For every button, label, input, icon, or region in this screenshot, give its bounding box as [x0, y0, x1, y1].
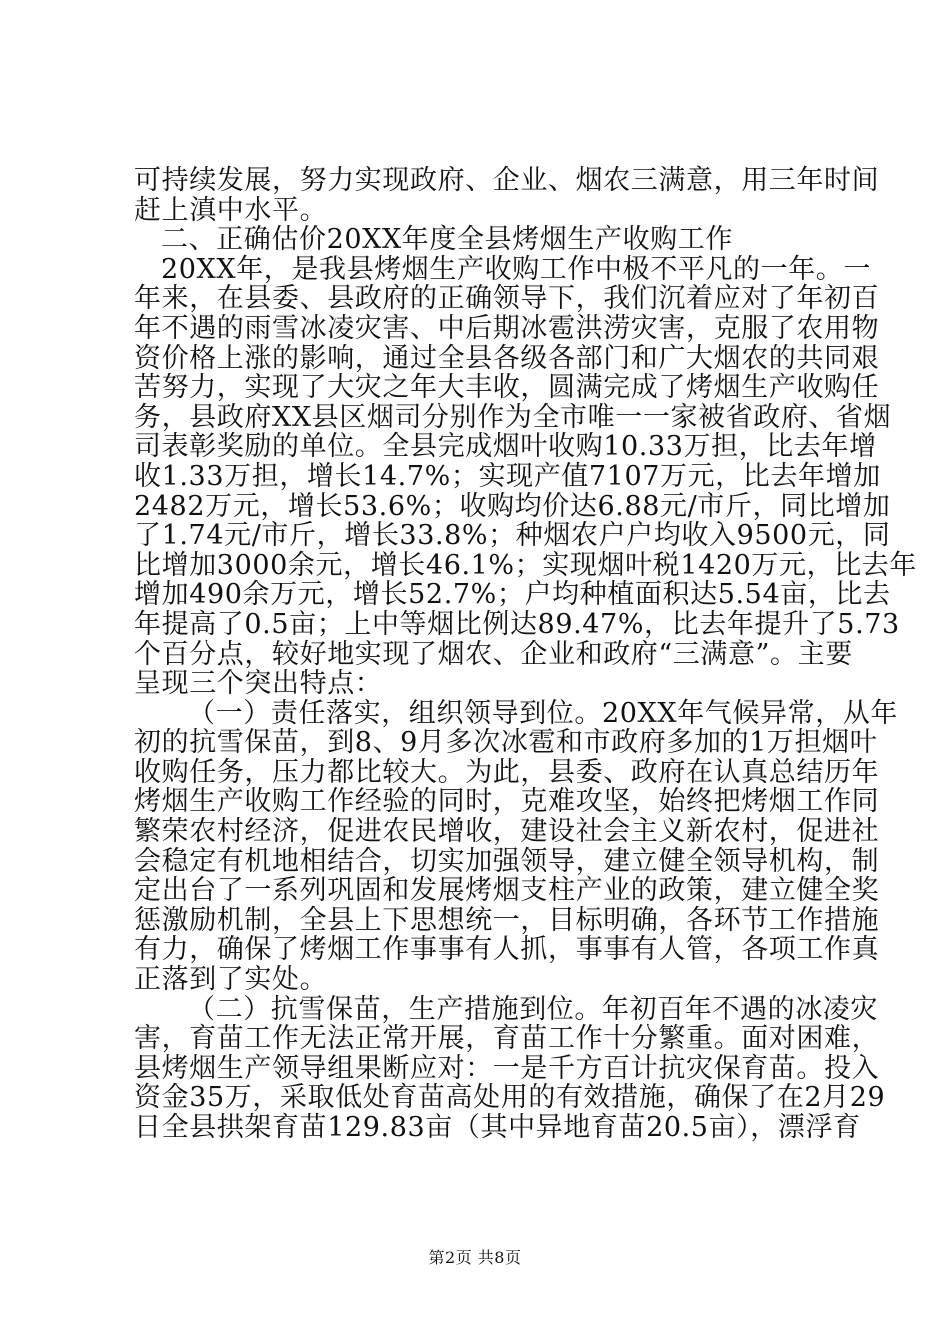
text-line: 害，育苗工作无法正常开展，育苗工作十分繁重。面对困难，: [134, 1023, 880, 1055]
text-line: 会稳定有机地相结合，切实加强领导，建立健全领导机构，制: [134, 845, 880, 877]
text-line: 赶上滇中水平。: [134, 194, 328, 226]
text-line: 20XX年，是我县烤烟生产收购工作中极不平凡的一年。一: [161, 253, 871, 285]
text-line: 繁荣农村经济，促进农民增收，建设社会主义新农村，促进社: [134, 816, 880, 848]
text-line: （一）责任落实，组织领导到位。20XX年气候异常，从年: [188, 697, 898, 729]
document-body: [134, 165, 917, 1143]
text-line: 务，县政府XX县区烟司分别作为全市唯一一家被省政府、省烟: [134, 401, 892, 433]
text-line: 司表彰奖励的单位。全县完成烟叶收购10.33万担，比去年增: [134, 431, 877, 463]
text-line: 年来，在县委、县政府的正确领导下，我们沉着应对了年初百: [134, 283, 880, 315]
text-line: 2482万元，增长53.6%；收购均价达6.88元/市斤，同比增加: [134, 490, 891, 522]
text-line: 惩激励机制，全县上下思想统一，目标明确，各环节工作措施: [134, 904, 880, 936]
text-line: 呈现三个突出特点：: [134, 668, 383, 700]
text-line: 烤烟生产收购工作经验的同时，克难攻坚，始终把烤烟工作同: [134, 786, 880, 818]
text-line: 收1.33万担，增长14.7%；实现产值7107万元，比去年增加: [134, 460, 881, 492]
text-line: 增加490余万元，增长52.7%；户均种植面积达5.54亩，比去: [134, 579, 891, 611]
text-line: 年不遇的雨雪冰凌灾害、中后期冰雹洪涝灾害，克服了农用物: [134, 312, 880, 344]
text-line: 苦努力，实现了大灾之年大丰收，圆满完成了烤烟生产收购任: [134, 372, 880, 404]
text-line: 日全县拱架育苗129.83亩（其中异地育苗20.5亩），漂浮育: [134, 1112, 861, 1143]
text-line: 可持续发展，努力实现政府、企业、烟农三满意，用三年时间: [134, 165, 880, 196]
page-number-footer: 第2页 共8页: [428, 1248, 522, 1267]
text-line: 初的抗雪保苗，到8、9月多次冰雹和市政府多加的1万担烟叶: [134, 727, 878, 759]
text-line: 收购任务，压力都比较大。为此，县委、政府在认真总结历年: [134, 756, 880, 788]
section-heading: 二、正确估价20XX年度全县烤烟生产收购工作: [161, 224, 733, 256]
text-line: （二）抗雪保苗，生产措施到位。年初百年不遇的冰凌灾: [188, 993, 878, 1025]
text-line: 县烤烟生产领导组果断应对：一是千方百计抗灾保育苗。投入: [134, 1052, 880, 1084]
text-line: 定出台了一系列巩固和发展烤烟支柱产业的政策，建立健全奖: [134, 875, 880, 907]
text-line: 有力，确保了烤烟工作事事有人抓，事事有人管，各项工作真: [134, 934, 880, 966]
text-line: 个百分点，较好地实现了烟农、企业和政府“三满意”。主要: [134, 638, 853, 670]
text-line: 正落到了实处。: [134, 964, 328, 996]
text-line: 比增加3000余元，增长46.1%；实现烟叶税1420万元，比去年: [134, 549, 917, 581]
text-line: 了1.74元/市斤，增长33.8%；种烟农户户均收入9500元，同: [134, 520, 891, 552]
text-line: 资价格上涨的影响，通过全县各级各部门和广大烟农的共同艰: [134, 342, 880, 374]
text-line: 资金35万，采取低处育苗高处用的有效措施，确保了在2月29: [134, 1082, 886, 1114]
text-line: 年提高了0.5亩；上中等烟比例达89.47%，比去年提升了5.73: [134, 608, 900, 640]
